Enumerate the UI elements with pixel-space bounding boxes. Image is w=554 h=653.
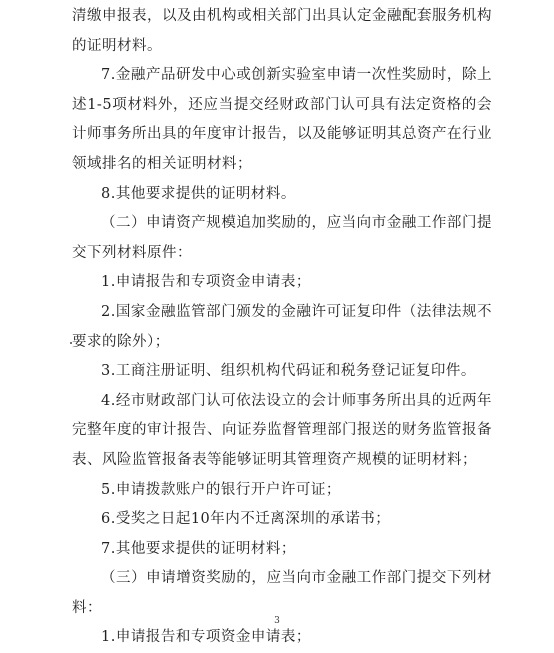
paragraph-item-2: 2.国家金融监管部门颁发的金融许可证复印件（法律法规不要求的除外）；	[72, 303, 492, 350]
paragraph-item-1: 1.申请报告和专项资金申请表；	[101, 274, 311, 291]
section-heading-2: （二）申请资产规模追加奖励的，应当向市金融工作部门提交下列材料原件：	[72, 215, 492, 261]
paragraph-item-1b: 1.申请报告和专项资金申请表；	[101, 629, 311, 646]
paragraph-item-5: 5.申请拨款账户的银行开户许可证；	[101, 481, 341, 498]
paragraph-item-6: 6.受奖之日起10年内不迁离深圳的承诺书；	[101, 511, 391, 528]
body-text	[72, 2, 492, 653]
paragraph-item-7: 7.金融产品研发中心或创新实验室申请一次性奖励时，除上述1-5项材料外，还应当提交经财政部门认可具有法定资格的会计师事务所出具的年度审计报告，以及能够证明其总资产在行业领域排名的相关证明材料；	[72, 67, 492, 172]
scan-speck	[70, 342, 72, 344]
paragraph-continuation: 清缴申报表，以及由机构或相关部门出具认定金融配套服务机构的证明材料。	[72, 8, 492, 54]
page-number: 3	[274, 616, 280, 626]
section-heading-3: （三）申请增资奖励的，应当向市金融工作部门提交下列材料：	[72, 570, 492, 616]
paragraph-item-7b: 7.其他要求提供的证明材料；	[101, 540, 296, 557]
paragraph-item-3: 3.工商注册证明、组织机构代码证和税务登记证复印件。	[101, 363, 476, 380]
paragraph-item-8: 8.其他要求提供的证明材料。	[101, 185, 296, 202]
paragraph-item-4: 4.经市财政部门认可依法设立的会计师事务所出具的近两年完整年度的审计报告、向证券监督管理部门报送的财务监管报备表、风险监管报备表等能够证明其管理资产规模的证明材料；	[72, 392, 492, 468]
